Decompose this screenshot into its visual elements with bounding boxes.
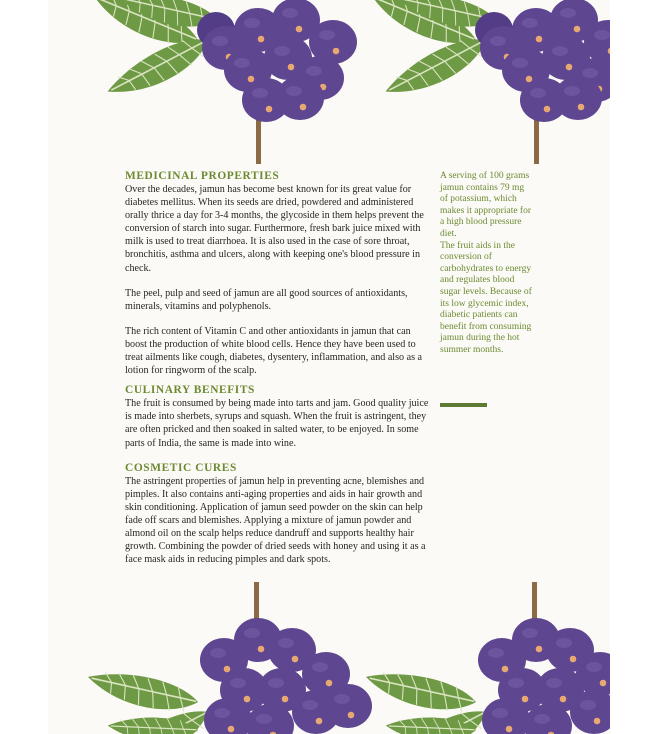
- cosmetic-paragraph: The astringent properties of jamun help in preventing acne, blemishes and pimples. It also contains anti-aging properties and aids in hair growth and skin conditioning. Application of jamun seed powder on the skin can help fade off scars and blemishes. Applying a mixture of jamun powder and almond oil on the scalp helps reduce dandruff and supports healthy hair growth. Combining the powder of dried seeds with honey and using it as a face mask aids in reducing pimples and dark spots.: [125, 475, 426, 566]
- bottom-left-jamun-cluster-icon: [84, 582, 372, 734]
- sidebar-fact-blood-sugar: The fruit aids in the conversion of carbohydrates to energy and regulates blood sugar levels. Because of its low glycemic index, diabetic patients can benefit from consuming jamun during the hot summer months.: [440, 240, 532, 355]
- sidebar-divider: [440, 403, 487, 407]
- section-heading-medicinal: MEDICINAL PROPERTIES: [125, 170, 280, 182]
- article-main-column: [125, 170, 431, 566]
- sidebar-facts: [440, 171, 532, 357]
- top-right-jamun-cluster-icon: [367, 0, 610, 164]
- section-heading-culinary: CULINARY BENEFITS: [125, 384, 255, 397]
- bottom-right-jamun-cluster-icon: [362, 582, 610, 734]
- medicinal-paragraph-2: The peel, pulp and seed of jamun are all good sources of antioxidants, minerals, vitamins and polyphenols.: [125, 287, 408, 312]
- medicinal-paragraph-3: The rich content of Vitamin C and other antioxidants in jamun that can boost the production of white blood cells. Hence they have been used to treat ailments like cough, diabetes, dysentery, inflammation, and also as a lotion for ringworm of the scalp.: [125, 325, 423, 377]
- section-heading-cosmetic: COSMETIC CURES: [125, 461, 237, 474]
- culinary-paragraph: The fruit is consumed by being made into tarts and jam. Good quality juice is made into sherbets, syrups and squash. When the fruit is astringent, they are often pricked and then soaked in salted water, to be enjoyed. In some parts of India, the same is made into wine.: [125, 398, 429, 449]
- article-page: [48, 0, 610, 734]
- medicinal-paragraph-1: Over the decades, jamun has become best known for its great value for diabetes mellitus. When its seeds are dried, powdered and administered orally thrice a day for 3-4 months, the glycoside in them helps prevent the conversion of starch into sugar. Furthermore, fresh bark juice mixed with milk is used to treat diarrhoea. It is also used in the case of sore throat, bronchitis, asthma and ulcers, along with keeping one's blood pressure in check.: [125, 184, 424, 274]
- sidebar-fact-potassium: A serving of 100 grams jamun contains 79 mg of potassium, which makes it appropriate for a high blood pressure diet.: [440, 171, 532, 239]
- top-left-jamun-cluster-icon: [89, 0, 357, 164]
